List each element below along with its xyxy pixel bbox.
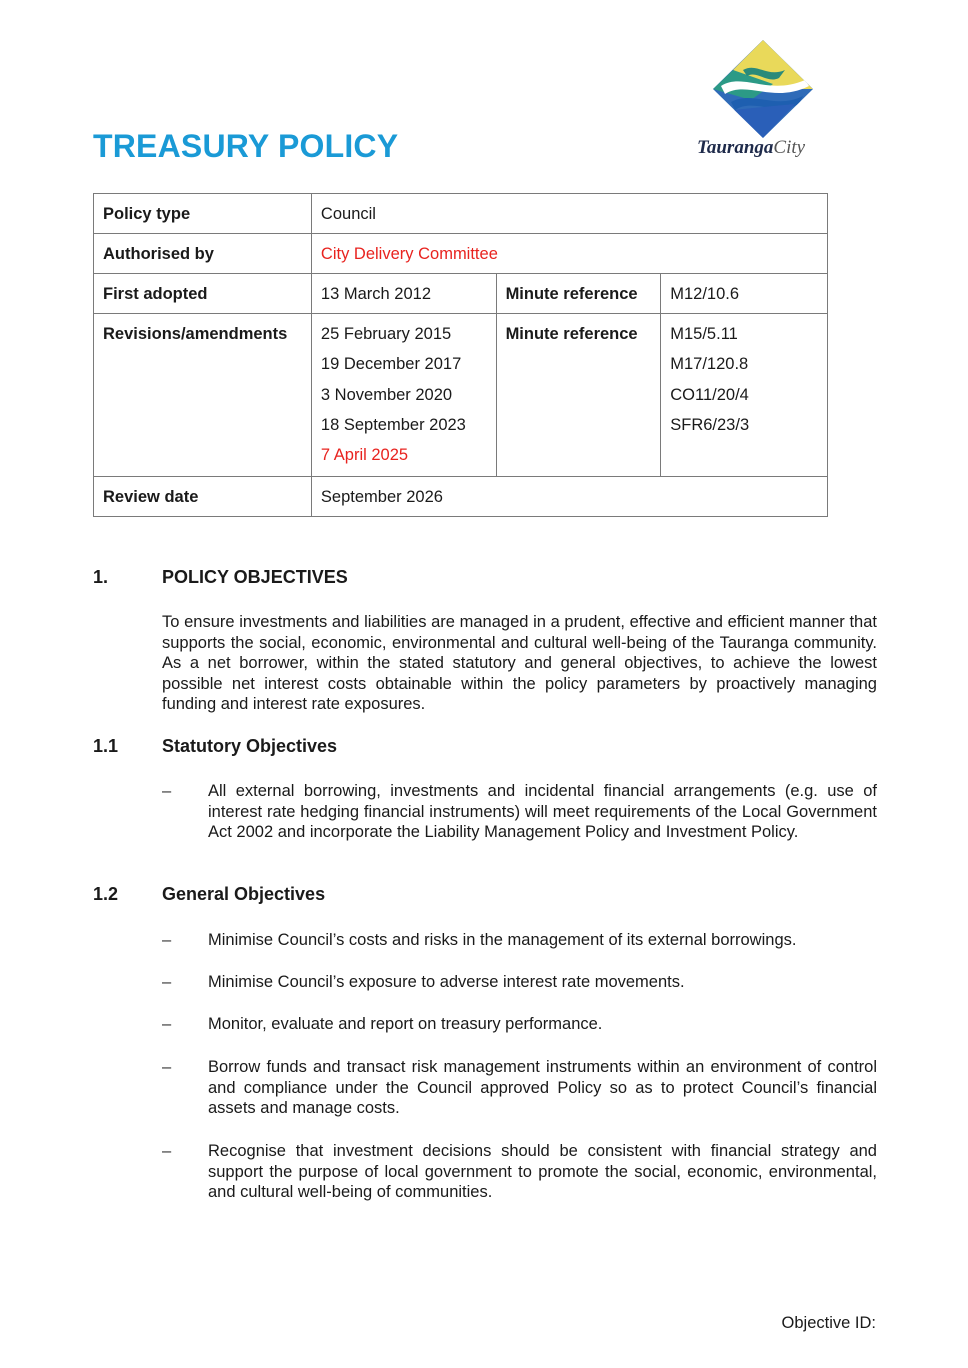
first-adopted-label: First adopted [94, 274, 312, 314]
authorised-by-value: City Delivery Committee [311, 234, 827, 274]
logo-wordmark-light: City [773, 137, 806, 158]
review-date-label: Review date [94, 477, 312, 517]
list-item-text: Minimise Council’s costs and risks in the management of its external borrowings. [208, 931, 797, 949]
revisions-dates [311, 314, 496, 477]
bullet-dash-icon: – [162, 973, 172, 991]
section-heading: Statutory Objectives [162, 736, 338, 756]
revisions-label: Revisions/amendments [94, 314, 312, 477]
tauranga-diamond-logo-icon [713, 40, 813, 138]
policy-type-value: Council [311, 194, 827, 234]
revision-minute-reference: SFR6/23/3 [670, 415, 750, 434]
minute-reference-label: Minute reference [496, 314, 661, 477]
minute-reference-label: Minute reference [496, 274, 661, 314]
list-item-text: Borrow funds and transact risk management instruments within an environment of control and compliance under the Council approved Policy so as to protect Council’s financial assets and manage costs. [208, 1058, 877, 1117]
tauranga-city-logo [695, 40, 835, 165]
list-item-text: Recognise that investment decisions should be consistent with financial strategy and support the purpose of local government to promote the social, economic, environmental, and cultural well-being of communities. [208, 1142, 877, 1201]
table-row [94, 477, 828, 517]
policy-type-label: Policy type [94, 194, 312, 234]
policy-metadata-table [93, 193, 828, 517]
table-row [94, 314, 828, 477]
list-item-text: Minimise Council’s exposure to adverse interest rate movements. [208, 973, 685, 991]
section-heading: General Objectives [162, 884, 326, 904]
first-minute-reference-value: M12/10.6 [661, 274, 828, 314]
list-item-text: All external borrowing, investments and incidental financial arrangements (e.g. use of interest rate hedging financial instruments) will meet requirements of the Local Government Act 2002 and incorporate the Liability Management Policy and Investment Policy. [208, 782, 877, 841]
list-item-text: Monitor, evaluate and report on treasury performance. [208, 1015, 603, 1033]
section-number: 1.1 [93, 736, 119, 756]
authorised-by-label: Authorised by [94, 234, 312, 274]
table-row [94, 274, 828, 314]
revision-minute-reference: M17/120.8 [670, 355, 749, 374]
revision-date: 18 September 2023 [320, 415, 466, 434]
bullet-dash-icon: – [162, 931, 172, 949]
bullet-dash-icon: – [162, 1015, 172, 1033]
table-row [94, 194, 828, 234]
table-row [94, 234, 828, 274]
section-heading: POLICY OBJECTIVES [162, 567, 348, 587]
revision-date: 19 December 2017 [320, 355, 462, 374]
page-title: TREASURY POLICY [93, 128, 399, 164]
revision-minute-references [661, 314, 828, 477]
objective-id-footer: Objective ID: [781, 1314, 876, 1332]
revision-minute-reference: M15/5.11 [670, 325, 738, 343]
review-date-value: September 2026 [311, 477, 827, 517]
first-adopted-value: 13 March 2012 [311, 274, 496, 314]
bullet-dash-icon: – [162, 1058, 172, 1076]
revision-date: 3 November 2020 [320, 385, 453, 404]
bullet-dash-icon: – [162, 1142, 172, 1160]
revision-date: 25 February 2015 [320, 325, 452, 343]
section-number: 1.2 [93, 884, 119, 904]
revision-minute-reference: CO11/20/4 [670, 385, 749, 404]
section-body: To ensure investments and liabilities are managed in a prudent, effective and efficient manner that supports the social, economic, environmental and cultural well-being of the Tauranga community. As a net borrower, within the stated statutory and general objectives, to achieve the lowest possible net interest costs obtainable within the policy parameters by proactively managing funding and interest rate exposures. [162, 613, 877, 713]
bullet-dash-icon: – [162, 782, 172, 800]
logo-wordmark-bold: Tauranga [697, 137, 774, 158]
section-number: 1. [93, 567, 109, 587]
revision-date-latest: 7 April 2025 [320, 446, 409, 465]
